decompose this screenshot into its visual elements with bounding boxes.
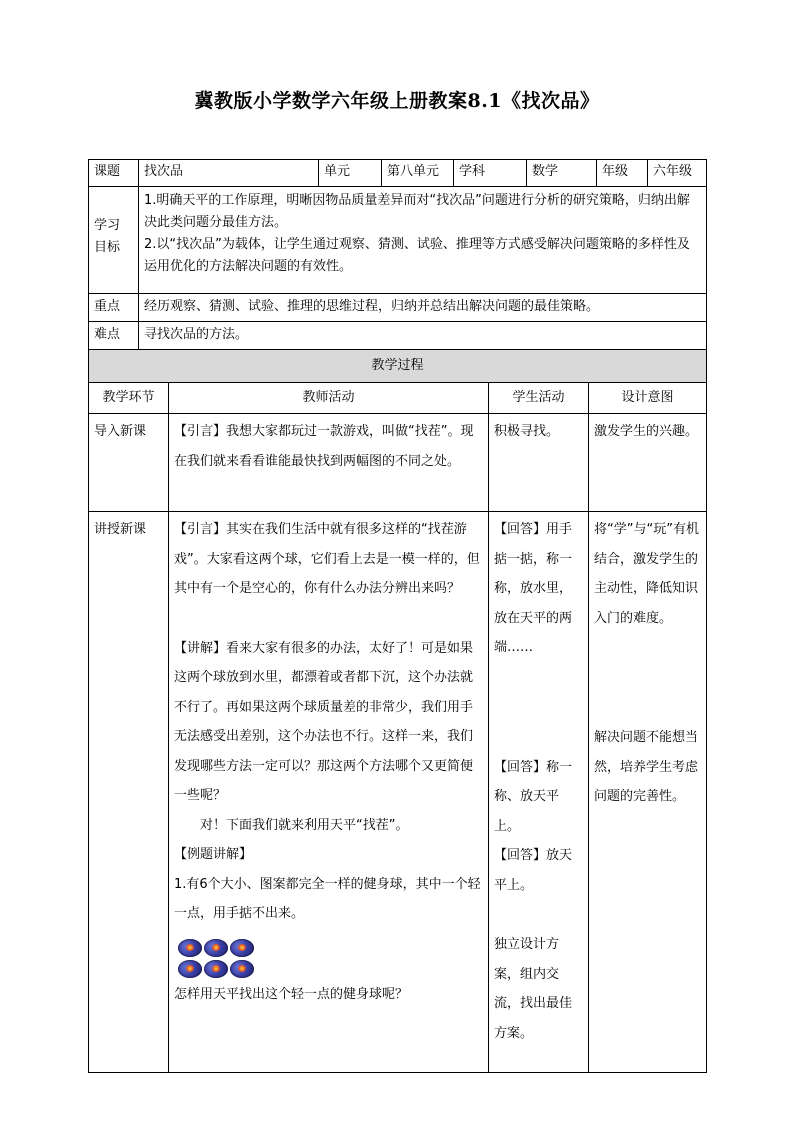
student-answer-1: 【回答】用手掂一掂，称一称，放水里，放在天平的两端…… [494,522,573,655]
new-lesson-stage-text: 讲授新课 [94,522,147,537]
process-header: 教学过程 [371,358,424,373]
difficulty-label: 难点 [89,322,139,349]
fitness-ball-icon [230,960,254,978]
student-answer-3: 【回答】放天平上。 [494,848,573,893]
key-point-row [88,293,707,321]
intro-stage-text: 导入新课 [94,424,147,439]
intent-1: 将“学”与“玩”有机结合，激发学生的主动性，降低知识入门的难度。 [594,522,699,626]
teacher-example-1: 1.有6个大小、图案都完全一样的健身球，其中一个轻一点，用手掂不出来。 [174,876,481,921]
intro-teacher-text: 【引言】我想大家都玩过一款游戏，叫做“找茬”。现在我们就来看看谁能最快找到两幅图的不同之处。 [174,424,474,469]
document-title: 冀教版小学数学六年级上册教案8.1《找次品》 [194,90,600,112]
process-header-row [88,349,707,382]
col-stage: 教学环节 [89,383,169,413]
column-header-row [88,382,707,413]
grade-label: 年级 [597,160,648,186]
intro-stage [89,414,169,511]
col-student: 学生活动 [489,383,589,413]
new-lesson-teacher [169,512,489,1072]
fitness-ball-icon [204,939,228,957]
new-lesson-row [88,511,707,1073]
difficulty-value: 寻找次品的方法。 [144,327,249,342]
new-lesson-student [489,512,589,1072]
key-point-label: 重点 [89,294,139,321]
subject-value: 数学 [527,160,597,186]
goals-row [88,186,707,293]
info-row [88,159,707,186]
goal-item-2: 2.以“找次品”为载体，让学生通过观察、猜测、试验、推理等方式感受解决问题策略的多样性及运用优化的方法解决问题的有效性。 [144,237,690,274]
new-lesson-intent [589,512,706,1072]
goals-label-line2: 目标 [94,240,121,255]
subject-label: 学科 [454,160,527,186]
student-activity-design: 独立设计方案，组内交流，找出最佳方案。 [494,937,573,1041]
goals-label [89,187,139,293]
unit-label: 单元 [319,160,382,186]
topic-label: 课题 [89,160,139,186]
lesson-plan-table [88,159,707,1073]
goals-content [139,187,706,293]
intro-intent [589,414,706,511]
teacher-example-heading: 【例题讲解】 [174,847,253,862]
goal-item-1: 1.明确天平的工作原理，明晰因物品质量差异而对“找次品”问题进行分析的研究策略，归纳出解决此类问题分最佳方法。 [144,193,690,230]
teacher-explain-paragraph: 【讲解】看来大家有很多的办法，太好了！可是如果这两个球放到水里，都漂着或者都下沉，这个办法就不行了。再如果这两个球质量差的非常少，我们用手无法感受出差别，这个办法也不行。这样一来，我们发现哪些方法一定可以？那这两个方法哪个又更简便一些呢？ [174,640,474,803]
intro-student [489,414,589,511]
fitness-ball-icon [204,960,228,978]
fitness-ball-icon [178,939,202,957]
teacher-example-question: 怎样用天平找出这个轻一点的健身球呢？ [174,986,409,1002]
grade-value: 六年级 [653,164,693,179]
fitness-balls-image [178,939,483,978]
fitness-ball-icon [230,939,254,957]
teacher-scale-paragraph: 对！下面我们就来利用天平“找茬”。 [200,817,409,833]
intro-student-text: 积极寻找。 [494,424,560,439]
key-point-value: 经历观察、猜测、试验、推理的思维过程，归纳并总结出解决问题的最佳策略。 [144,299,600,314]
intro-teacher [169,414,489,511]
fitness-ball-icon [178,960,202,978]
student-answer-2: 【回答】称一称、放天平上。 [494,759,573,834]
col-teacher: 教师活动 [169,383,489,413]
intro-intent-text: 激发学生的兴趣。 [594,424,699,439]
unit-value: 第八单元 [382,160,454,186]
intro-row [88,413,707,511]
teacher-intro-paragraph: 【引言】其实在我们生活中就有很多这样的“找茬游戏”。大家看这两个球，它们看上去是一模一样的，但其中有一个是空心的，你有什么办法分辨出来吗？ [174,522,480,596]
difficulty-row [88,321,707,349]
goals-label-line1: 学习 [94,218,121,233]
topic-value: 找次品 [139,160,319,186]
col-intent: 设计意图 [621,390,674,405]
intent-2: 解决问题不能想当然，培养学生考虑问题的完善性。 [594,730,699,804]
new-lesson-stage [89,512,169,1072]
